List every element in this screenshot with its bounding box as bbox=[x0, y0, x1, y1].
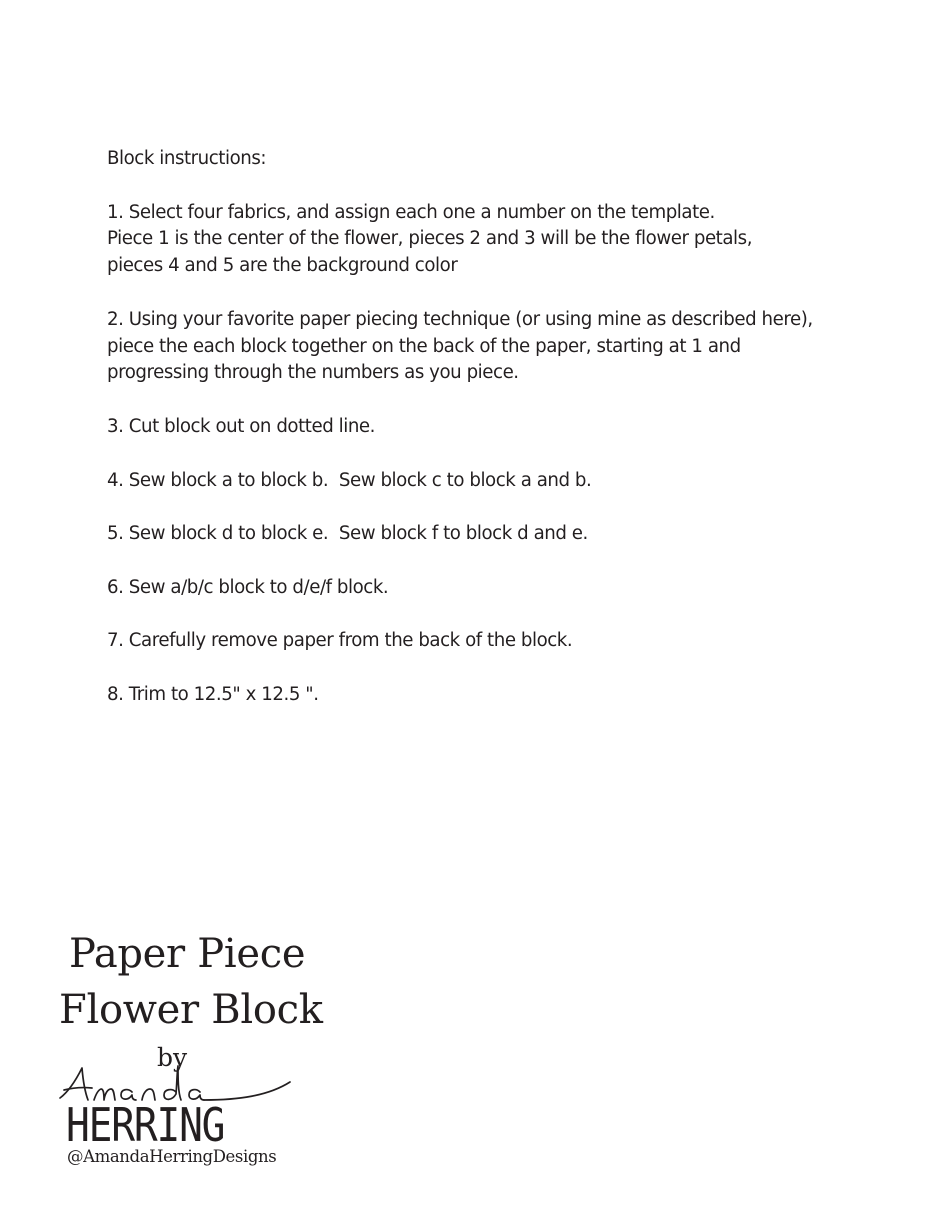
step-6 bbox=[107, 575, 907, 602]
step-1 bbox=[107, 200, 907, 280]
social-handle: @AmandaHerringDesigns bbox=[67, 1147, 277, 1166]
step-1-line-3: pieces 4 and 5 are the background color bbox=[107, 255, 458, 277]
instructions-block bbox=[107, 146, 907, 709]
step-4 bbox=[107, 468, 907, 495]
step-5-line-1: 5. Sew block d to block e. Sew block f to block d and e. bbox=[107, 523, 588, 545]
amanda-script-text: Amanda bbox=[58, 1062, 62, 1063]
instructions-heading: Block instructions: bbox=[107, 148, 267, 169]
step-2 bbox=[107, 307, 907, 387]
step-3-line-1: 3. Cut block out on dotted line. bbox=[107, 415, 375, 437]
title-line-1: Paper Piece bbox=[69, 931, 306, 977]
step-5 bbox=[107, 521, 907, 548]
step-4-line-1: 4. Sew block a to block b. Sew block c to block a and b. bbox=[107, 469, 592, 491]
step-8-line-1: 8. Trim to 12.5" x 12.5 ". bbox=[107, 683, 319, 705]
by-label: by bbox=[157, 1043, 188, 1072]
step-7-line-1: 7. Carefully remove paper from the back of the block. bbox=[107, 630, 573, 652]
step-3 bbox=[107, 414, 907, 441]
step-8 bbox=[107, 682, 907, 709]
step-1-line-2: Piece 1 is the center of the flower, pieces 2 and 3 will be the flower petals, bbox=[107, 228, 753, 250]
step-6-line-1: 6. Sew a/b/c block to d/e/f block. bbox=[107, 576, 389, 598]
step-7 bbox=[107, 628, 907, 655]
step-2-line-1: 2. Using your favorite paper piecing technique (or using mine as described here), bbox=[107, 308, 813, 330]
step-1-line-1: 1. Select four fabrics, and assign each one a number on the template. bbox=[107, 201, 715, 223]
step-2-line-3: progressing through the numbers as you piece. bbox=[107, 362, 519, 384]
step-2-line-2: piece the each block together on the back of the paper, starting at 1 and bbox=[107, 335, 741, 357]
herring-wordmark: HERRING bbox=[66, 1098, 225, 1152]
title-line-2: Flower Block bbox=[59, 987, 323, 1033]
